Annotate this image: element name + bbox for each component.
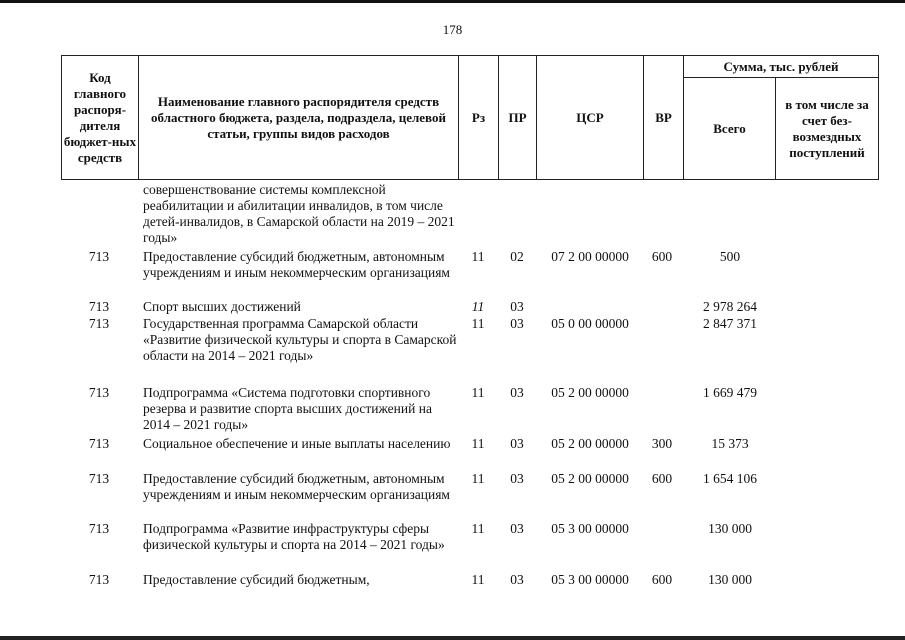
- header-sum: Сумма, тыс. рублей: [683, 55, 879, 77]
- header-csr: ЦСР: [536, 55, 643, 179]
- header-code: Код главного распоря-дителя бюджет-ных средств: [61, 55, 138, 179]
- header-rz: Рз: [458, 55, 498, 179]
- page-top-border: [0, 0, 905, 3]
- page-number: 178: [442, 22, 463, 37]
- header-incl: в том числе за счет без-возмездных поступлений: [775, 77, 879, 179]
- header-vr: ВР: [643, 55, 683, 179]
- header-pr: ПР: [498, 55, 536, 179]
- page-bottom-border: [0, 636, 905, 640]
- header-name: Наименование главного распорядителя средств областного бюджета, раздела, подраздела, целевой статьи, группы видов расходов: [138, 55, 458, 179]
- header-total: Всего: [683, 77, 775, 179]
- table-header: [61, 55, 879, 180]
